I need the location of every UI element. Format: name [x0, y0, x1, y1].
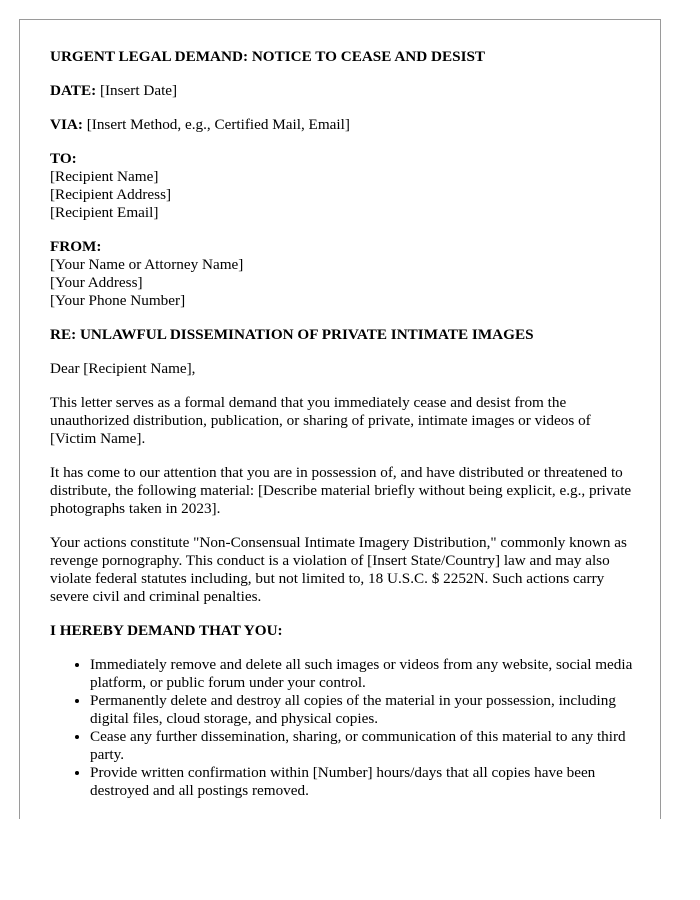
from-block: [50, 238, 635, 310]
salutation: Dear [Recipient Name],: [50, 360, 196, 377]
via-value: [Insert Method, e.g., Certified Mail, Email]: [86, 116, 350, 133]
subject-line: RE: UNLAWFUL DISSEMINATION OF PRIVATE INTIMATE IMAGES: [50, 326, 534, 343]
demand-item: • Provide written confirmation within [Number] hours/days that all copies have been destroyed and all postings removed.: [90, 764, 635, 800]
demand-item: • Permanently delete and destroy all copies of the material in your possession, including digital files, cloud storage, and physical copies.: [90, 692, 635, 728]
to-block: [50, 150, 635, 222]
demand-item: • Cease any further dissemination, sharing, or communication of this material to any third party.: [90, 728, 635, 764]
via-label: VIA:: [50, 116, 83, 133]
recipient-address: [Recipient Address]: [50, 186, 172, 203]
demand-list: [50, 656, 635, 800]
demand-heading: I HEREBY DEMAND THAT YOU:: [50, 622, 283, 639]
paragraph-violation: Your actions constitute "Non-Consensual Intimate Imagery Distribution," commonly known as revenge pornography. This conduct is a violation of [Insert State/Country] law and may also violate federal statutes including, but not limited to, 18 U.S.C. $ 2252N. Such actions carry severe civil and criminal penalties.: [50, 534, 627, 605]
letter-title: URGENT LEGAL DEMAND: NOTICE TO CEASE AND DESIST: [50, 48, 486, 65]
paragraph-purpose: This letter serves as a formal demand that you immediately cease and desist from the unauthorized distribution, publication, or sharing of private, intimate images or videos of [Victim Name].: [50, 394, 591, 447]
date-value: [Insert Date]: [99, 82, 178, 99]
sender-address: [Your Address]: [50, 274, 143, 291]
document-page: [19, 19, 661, 819]
recipient-email: [Recipient Email]: [50, 204, 159, 221]
date-label: DATE:: [50, 82, 97, 99]
via-field: [50, 116, 635, 134]
sender-name: [Your Name or Attorney Name]: [50, 256, 244, 273]
from-label: FROM:: [50, 238, 102, 255]
to-label: TO:: [50, 150, 77, 167]
sender-phone: [Your Phone Number]: [50, 292, 186, 309]
letter-body: [50, 48, 635, 800]
demand-item: • Immediately remove and delete all such images or videos from any website, social media platform, or public forum under your control.: [90, 656, 635, 692]
date-field: [50, 82, 635, 100]
recipient-name: [Recipient Name]: [50, 168, 159, 185]
paragraph-material: It has come to our attention that you are in possession of, and have distributed or threatened to distribute, the following material: [Describe material briefly without being explicit, e.g., private photographs taken in 2023].: [50, 464, 632, 517]
